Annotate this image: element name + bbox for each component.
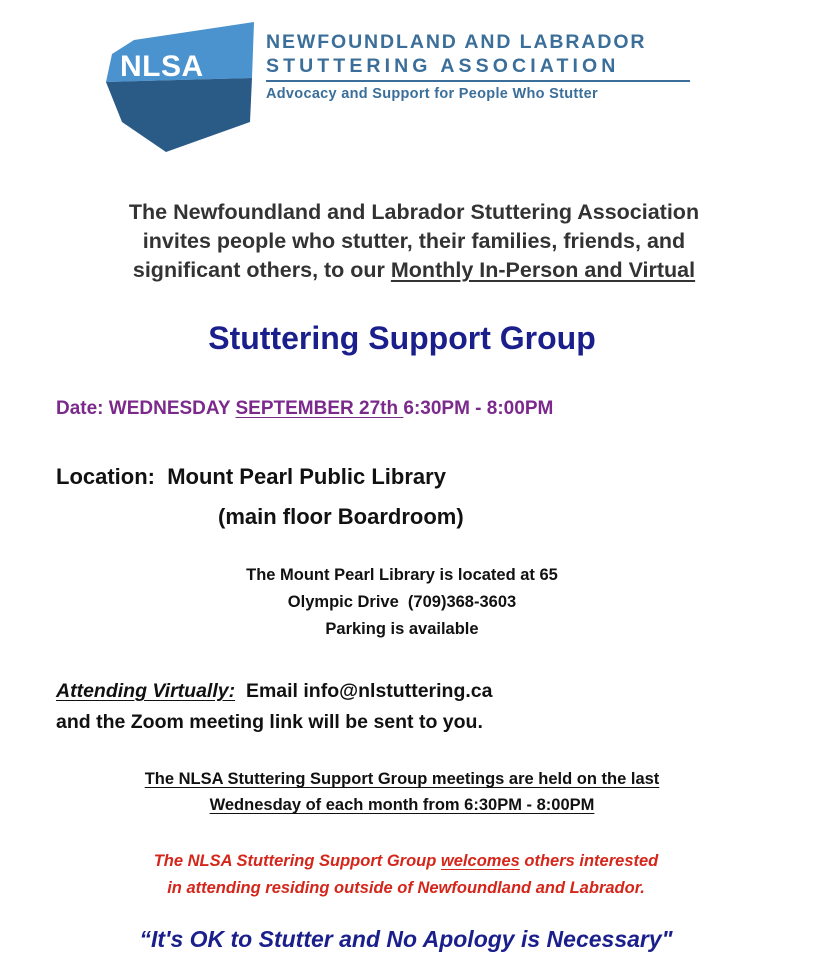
logo-tagline: Advocacy and Support for People Who Stutter	[266, 86, 598, 102]
location-line1: Location: Mount Pearl Public Library	[56, 464, 446, 489]
nlsa-logo	[104, 18, 264, 156]
logo-name-line2: STUTTERING ASSOCIATION	[266, 55, 620, 77]
meeting-line1: The NLSA Stuttering Support Group meetings are held on the last	[144, 770, 660, 788]
virtual-line2: and the Zoom meeting link will be sent to you.	[56, 711, 483, 733]
date-prefix: Date: WEDNESDAY	[56, 398, 236, 419]
page-title: Stuttering Support Group	[208, 320, 596, 356]
intro-line1: The Newfoundland and Labrador Stuttering Association	[128, 200, 700, 224]
event-date	[56, 398, 553, 420]
welcome-suffix: others interested	[519, 852, 659, 870]
closing-quote: “It's OK to Stutter and No Apology is Necessary"	[139, 926, 673, 952]
meeting-line2: Wednesday of each month from 6:30PM - 8:00PM	[209, 796, 595, 814]
virtual-line1	[56, 676, 493, 707]
intro-line2: invites people who stutter, their families, friends, and	[142, 229, 686, 253]
address-line1: The Mount Pearl Library is located at 65	[246, 566, 558, 584]
address-line3: Parking is available	[325, 620, 479, 638]
intro-paragraph	[30, 198, 798, 285]
logo-wordmark	[266, 30, 696, 102]
logo-name-line1: NEWFOUNDLAND AND LABRADOR	[266, 31, 647, 53]
date-underlined: SEPTEMBER 27th	[235, 398, 404, 419]
date-time: 6:30PM - 8:00PM	[403, 398, 554, 419]
welcome-line2: in attending residing outside of Newfoundland and Labrador.	[167, 879, 645, 897]
location-line2: (main floor Boardroom)	[218, 504, 464, 529]
virtual-label: Attending Virtually:	[56, 680, 236, 702]
welcome-underlined: welcomes	[440, 852, 520, 870]
logo-abbr: NLSA	[120, 50, 204, 83]
intro-line3-underlined: Monthly In-Person and Virtual	[390, 258, 696, 282]
address-block	[0, 562, 804, 643]
intro-line3-prefix: significant others, to our	[132, 258, 391, 282]
welcome-prefix: The NLSA Stuttering Support Group	[153, 852, 441, 870]
welcome-note	[0, 848, 812, 902]
logo-divider	[266, 80, 690, 82]
meeting-schedule	[0, 766, 804, 818]
virtual-attendance	[56, 676, 493, 738]
virtual-email-text: Email info@nlstuttering.ca	[235, 680, 493, 702]
intro-line3	[30, 256, 798, 285]
address-line2: Olympic Drive (709)368-3603	[287, 593, 517, 611]
welcome-line1	[0, 848, 812, 875]
